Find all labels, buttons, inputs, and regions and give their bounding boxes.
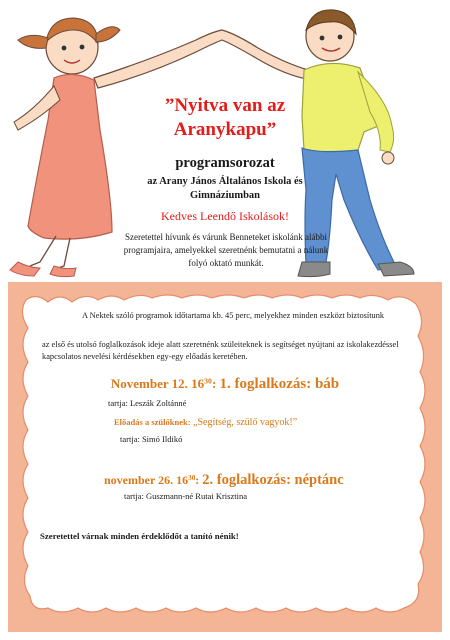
event-2-label: Előadás a szülőknek: <box>114 417 191 427</box>
girl-illustration <box>10 18 120 277</box>
arm-arch <box>94 30 316 88</box>
event-3-date: november 26. 16 <box>104 473 189 487</box>
event-2-heading <box>114 417 414 428</box>
event-1-title: 1. foglalkozás: báb <box>219 376 340 392</box>
event-1-host: tartja: Leszák Zoltánné <box>108 398 187 408</box>
event-1-separator: : <box>211 376 220 391</box>
event-3-title: 2. foglalkozás: néptánc <box>202 472 344 488</box>
event-1-heading <box>40 376 410 393</box>
school-line-2: Gimnáziumban <box>189 190 260 201</box>
orange-frame <box>8 282 442 632</box>
title-line-2: Aranykapu” <box>173 119 277 140</box>
event-1-time-minutes: 30 <box>204 376 212 386</box>
event-1-date: November 12. 16 <box>110 376 205 391</box>
event-3-heading <box>104 472 414 489</box>
greeting: Kedves Leendő Iskolások! <box>161 209 289 223</box>
event-2-host: tartja: Simó Ildikó <box>120 434 183 444</box>
parents-paragraph: az első és utolsó foglalkozások ideje alatt szeretnénk szüleiteknek is segítséget nyújtani az iskolakezdéssel kapcsolatos nevelési kérdésekben egy-egy előadás keretében. <box>42 340 399 361</box>
event-3-host: tartja: Guszmann-né Rutai Krisztina <box>124 491 247 501</box>
school-line-1: az Arany János Általános Iskola és <box>147 176 303 187</box>
title-line-1: ”Nyitva van az <box>164 95 286 116</box>
duration-paragraph: A Nektek szóló programok időtartama kb. 45 perc, melyekhez minden eszközt biztosítunk <box>82 311 385 320</box>
event-2-title: „Segítség, szülő vagyok!” <box>190 417 298 428</box>
closing-line: Szeretettel várnak minden érdeklődőt a tanító nénik! <box>40 531 239 541</box>
event-3-time-minutes: 30 <box>188 474 196 483</box>
subtitle: programsorozat <box>175 155 275 171</box>
event-3-separator: : <box>195 473 203 487</box>
school-name <box>120 175 330 203</box>
poster-title <box>120 94 330 142</box>
intro-text: Szeretettel hívunk és várunk Benneteket iskolánk alábbi programjaira, amelyekkel szeretnénk bemutatni a nálunk folyó oktató munkát. <box>123 232 329 268</box>
